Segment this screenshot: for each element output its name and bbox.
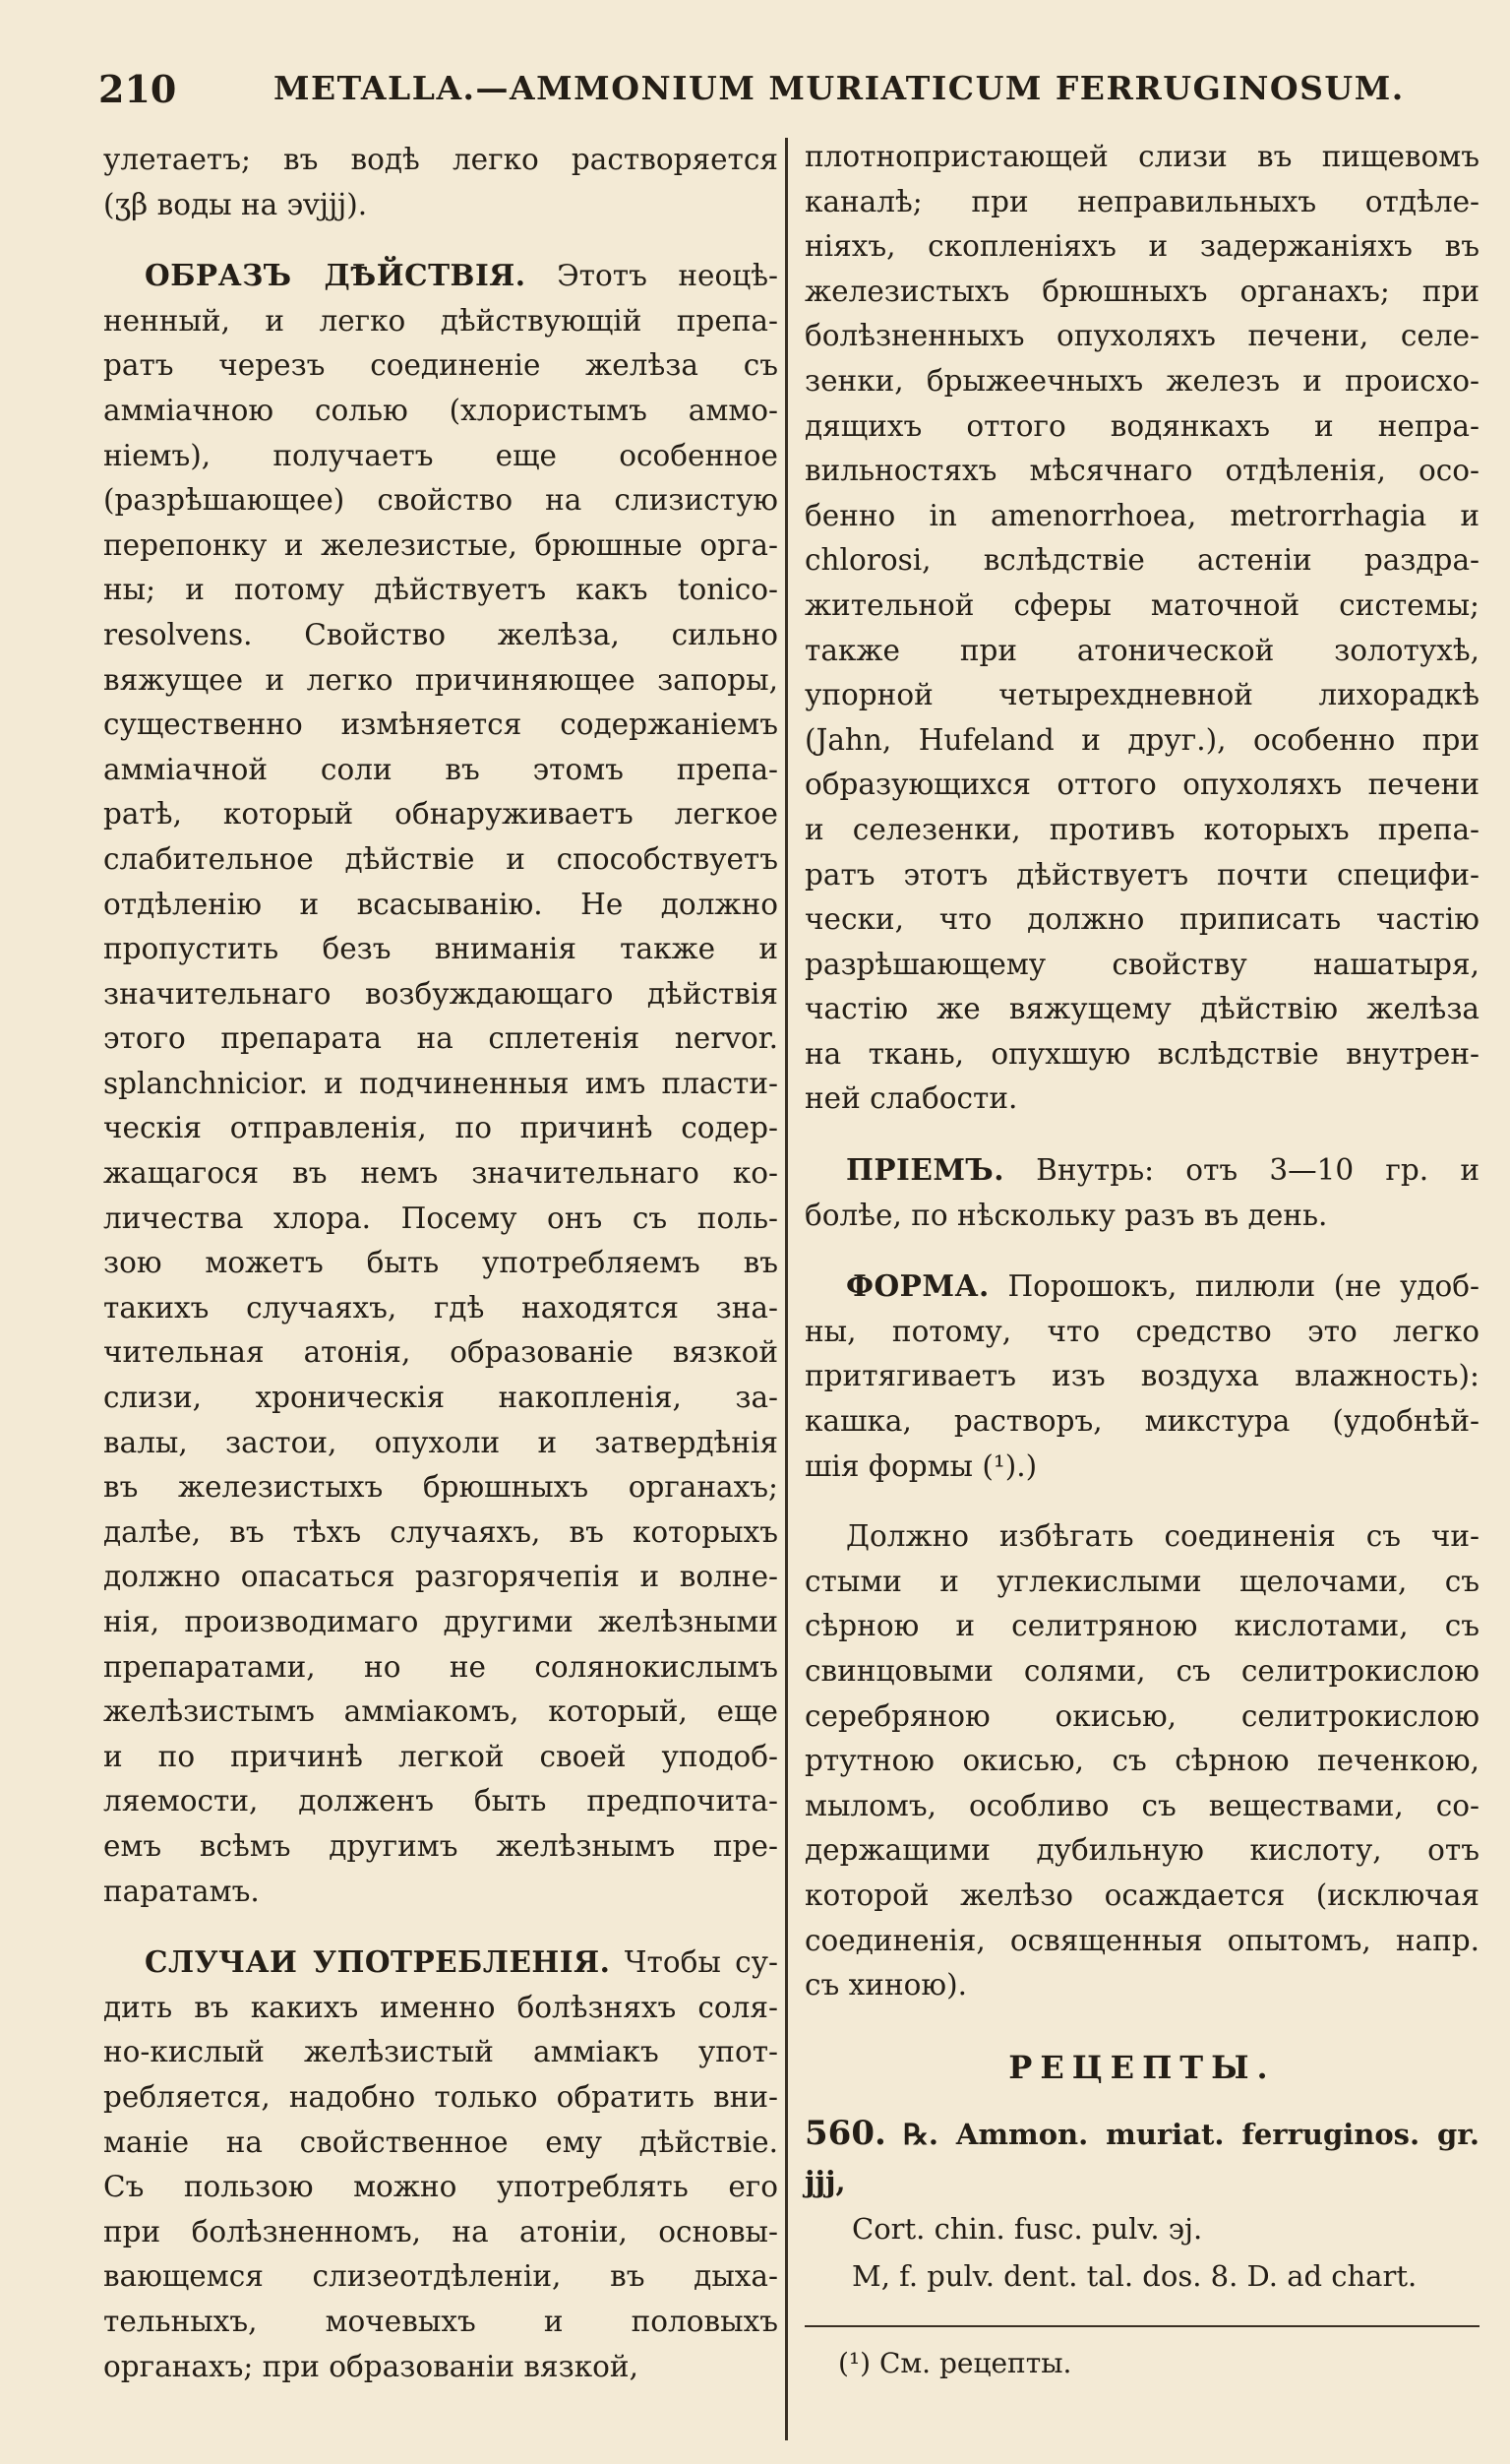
effect-line [103,253,778,299]
effect-line: личества хлора. Посему онъ съ поль- [103,1201,778,1235]
cont-line: ніяхъ, скопленіяхъ и задержаніяхъ въ [805,229,1480,264]
form-heading: ФОРМА. [846,1268,990,1304]
intro-line: улетаетъ; въ водѣ легко растворяется [103,143,778,176]
effect-line: амміачною солью (хлористымъ аммо- [103,393,778,427]
cases-line: органахъ; при образованіи вязкой, [103,2349,638,2383]
cases-line [103,1940,778,1986]
cases-line: ребляется, надобно только обратить вни- [103,2079,778,2114]
effect-line: слизи, хроническія накопленія, за- [103,1381,778,1415]
effect-line: слабительное дѣйствіе и способствуетъ [103,841,778,876]
effect-line: ческія отправленія, по причинѣ содер- [103,1111,778,1145]
effect-section [103,253,778,1914]
recipe-560 [805,2110,1480,2300]
cases-line: дить въ какихъ именно болѣзняхъ соля- [103,1990,778,2024]
cont-line: (Jahn, Hufeland и друг.), особенно при [805,722,1480,757]
cont-line: бенно in amenorrhoea, metrorrhagia и [805,498,1480,532]
page-header [98,67,1405,116]
cont-line: дящихъ оттого водянкахъ и непра- [805,408,1480,443]
effect-line: ненный, и легко дѣйствующій препа- [103,303,778,338]
effect-line: въ железистыхъ брюшныхъ органахъ; [103,1470,778,1505]
cases-line: но-кислый желѣзистый амміакъ упот- [103,2035,778,2069]
form-line: кашка, растворъ, микстура (удобнѣй- [805,1404,1480,1439]
recipe-number: 560. [805,2114,886,2154]
avoid-line: Должно избѣгать соединенія съ чи- [846,1519,1480,1554]
avoid-line: съ хиною). [805,1968,967,2002]
cases-line: Съ пользою можно употреблять его [103,2170,778,2204]
avoid-line: серебряною окисью, селитрокислою [805,1698,1480,1733]
cases-line: при болѣзненномъ, на атоніи, основы- [103,2214,778,2248]
avoid-line: стыми и углекислыми щелочами, съ [805,1564,1480,1598]
recipes-title: РЕЦЕПТЫ. [1008,2048,1276,2086]
footnote-rule [805,2325,1480,2327]
cont-line: ней слабости. [805,1081,1018,1116]
effect-line: зою можетъ быть употребляемъ въ [103,1246,778,1280]
running-title: METALLA.—AMMONIUM MURIATICUM FERRUGINOSUM. [273,69,1405,107]
dose-line [805,1147,1480,1194]
effect-line: ратъ черезъ соединеніе желѣза съ [103,348,778,383]
effect-line: пропустить безъ вниманія также и [103,932,778,966]
continued-text [805,135,1480,1122]
effect-line: (разрѣшающее) свойство на слизистую [103,483,778,518]
dose-heading: ПРІЕМЪ. [846,1152,1004,1188]
effect-line: существенно измѣняется содержаніемъ [103,708,778,742]
cont-line: разрѣшающему свойству нашатыря, [805,947,1480,981]
cases-section [103,1940,778,2389]
recipe-line-1: ℞. Ammon. muriat. ferruginos. gr. jjj, [805,2118,1480,2199]
avoid-line: которой желѣзо осаждается (исключая [805,1878,1480,1912]
form-text: Порошокъ, пилюли (не удоб- [989,1269,1480,1304]
effect-line: перепонку и железистые, брюшные орга- [103,527,778,562]
cont-line: зенки, брыжеечныхъ железъ и происхо- [805,363,1480,398]
dose-text: Внутрь: отъ 3—10 гр. и [1003,1153,1480,1188]
cont-line: чески, что должно приписать частію [805,902,1480,937]
form-line: ны, потому, что средство это легко [805,1314,1480,1348]
effect-line: отдѣленію и всасыванію. Не должно [103,887,778,921]
avoid-line: ртутною окисью, съ сѣрною печенкою, [805,1744,1480,1778]
effect-line: значительнаго возбуждающаго дѣйствія [103,976,778,1011]
right-column [805,135,1480,2386]
avoid-line: соединенія, освященныя опытомъ, напр. [805,1923,1480,1957]
cont-line: вильностяхъ мѣсячнаго отдѣленія, осо- [805,454,1480,488]
form-section [805,1263,1480,1489]
effect-line: желѣзистымъ амміакомъ, который, еще [103,1694,778,1729]
effect-line: ратѣ, который обнаруживаетъ легкое [103,797,778,832]
effect-line: вяжущее и легко причиняющее запоры, [103,662,778,697]
footnote: (¹) См. рецепты. [838,2347,1072,2380]
cases-line: вающемся слизеотдѣленіи, въ дыха- [103,2259,778,2294]
recipe-line-3: M, f. pulv. dent. tal. dos. 8. D. ad chart. [852,2259,1418,2294]
cases-line: тельныхъ, мочевыхъ и половыхъ [103,2304,778,2338]
form-line: шія формы (¹).) [805,1448,1038,1483]
effect-line: жащагося въ немъ значительнаго ко- [103,1156,778,1191]
cases-line: маніе на свойственное ему дѣйствіе. [103,2125,778,2159]
effect-heading: ОБРАЗЪ ДѢЙСТВІЯ. [145,258,526,293]
effect-line: емъ всѣмъ другимъ желѣзнымъ пре- [103,1828,778,1863]
effect-line: паратамъ. [103,1874,260,1908]
effect-line: валы, застои, опухоли и затвердѣнія [103,1425,778,1459]
effect-line: этого препарата на сплетенія nervor. [103,1021,778,1056]
intro-paragraph [103,138,778,227]
effect-line: ны; и потому дѣйствуетъ какъ tonico- [103,573,778,607]
avoid-line: держащими дубильную кислоту, отъ [805,1833,1480,1868]
cont-line: железистыхъ брюшныхъ органахъ; при [805,274,1480,308]
avoid-paragraph [805,1514,1480,2008]
effect-line: должно опасаться разгорячепія и волне- [103,1560,778,1594]
cont-line: упорной четырехдневной лихорадкѣ [805,678,1480,712]
cont-line: плотнопристающей слизи въ пищевомъ [805,140,1480,173]
effect-line: далѣе, въ тѣхъ случаяхъ, въ которыхъ [103,1514,778,1549]
cont-line: также при атонической золотухѣ, [805,633,1480,667]
effect-text: Этотъ неоцѣ- [525,259,778,293]
avoid-line: свинцовыми солями, съ селитрокислою [805,1654,1480,1688]
effect-line: ляемости, долженъ быть предпочита- [103,1784,778,1818]
cases-heading: СЛУЧАИ УПОТРЕБЛЕНІЯ. [145,1944,611,1980]
effect-line: и по причинѣ легкой своей уподоб- [103,1739,778,1773]
effect-line: препаратами, но не солянокислымъ [103,1649,778,1684]
dose-line: болѣе, по нѣскольку разъ въ день. [805,1198,1328,1232]
dose-section [805,1147,1480,1238]
cont-line: каналѣ; при неправильныхъ отдѣле- [805,184,1480,218]
cont-line: жительной сферы маточной системы; [805,587,1480,622]
cases-text: Чтобы су- [610,1945,778,1980]
effect-line: resolvens. Свойство желѣза, сильно [103,617,778,651]
effect-line: амміачной соли въ этомъ препа- [103,752,778,786]
intro-line: (ʒβ воды на ϶vjjj). [103,187,368,221]
effect-line: такихъ случаяхъ, гдѣ находятся зна- [103,1290,778,1324]
cont-line: болѣзненныхъ опухоляхъ печени, селе- [805,319,1480,353]
avoid-line: сѣрною и селитряною кислотами, съ [805,1609,1480,1643]
cont-line: частію же вяжущему дѣйствію желѣза [805,992,1480,1026]
cont-line: образующихся оттого опухоляхъ печени [805,768,1480,802]
recipe-line-2: Cort. chin. fusc. pulv. ϶j. [852,2212,1203,2247]
cont-line: и селезенки, противъ которыхъ препа- [805,812,1480,846]
form-line [805,1263,1480,1310]
effect-line: splanchnicior. и подчиненныя имъ пласти- [103,1066,778,1100]
avoid-line: мыломъ, особливо съ веществами, со- [805,1788,1480,1822]
page-number: 210 [98,67,177,111]
effect-line: чительная атонія, образованіе вязкой [103,1335,778,1370]
column-divider [785,138,788,2440]
cont-line: на ткань, опухшую вслѣдствіе внутрен- [805,1036,1480,1071]
effect-line: ніемъ), получаетъ еще особенное [103,438,778,472]
form-line: притягиваетъ изъ воздуха влажность): [805,1359,1480,1393]
effect-line: нія, производимаго другими желѣзными [103,1605,778,1638]
cont-line: ратъ этотъ дѣйствуетъ почти специфи- [805,857,1480,892]
cont-line: chlorosi, вслѣдствіе астеніи раздра- [805,543,1480,578]
left-column [103,138,778,2415]
